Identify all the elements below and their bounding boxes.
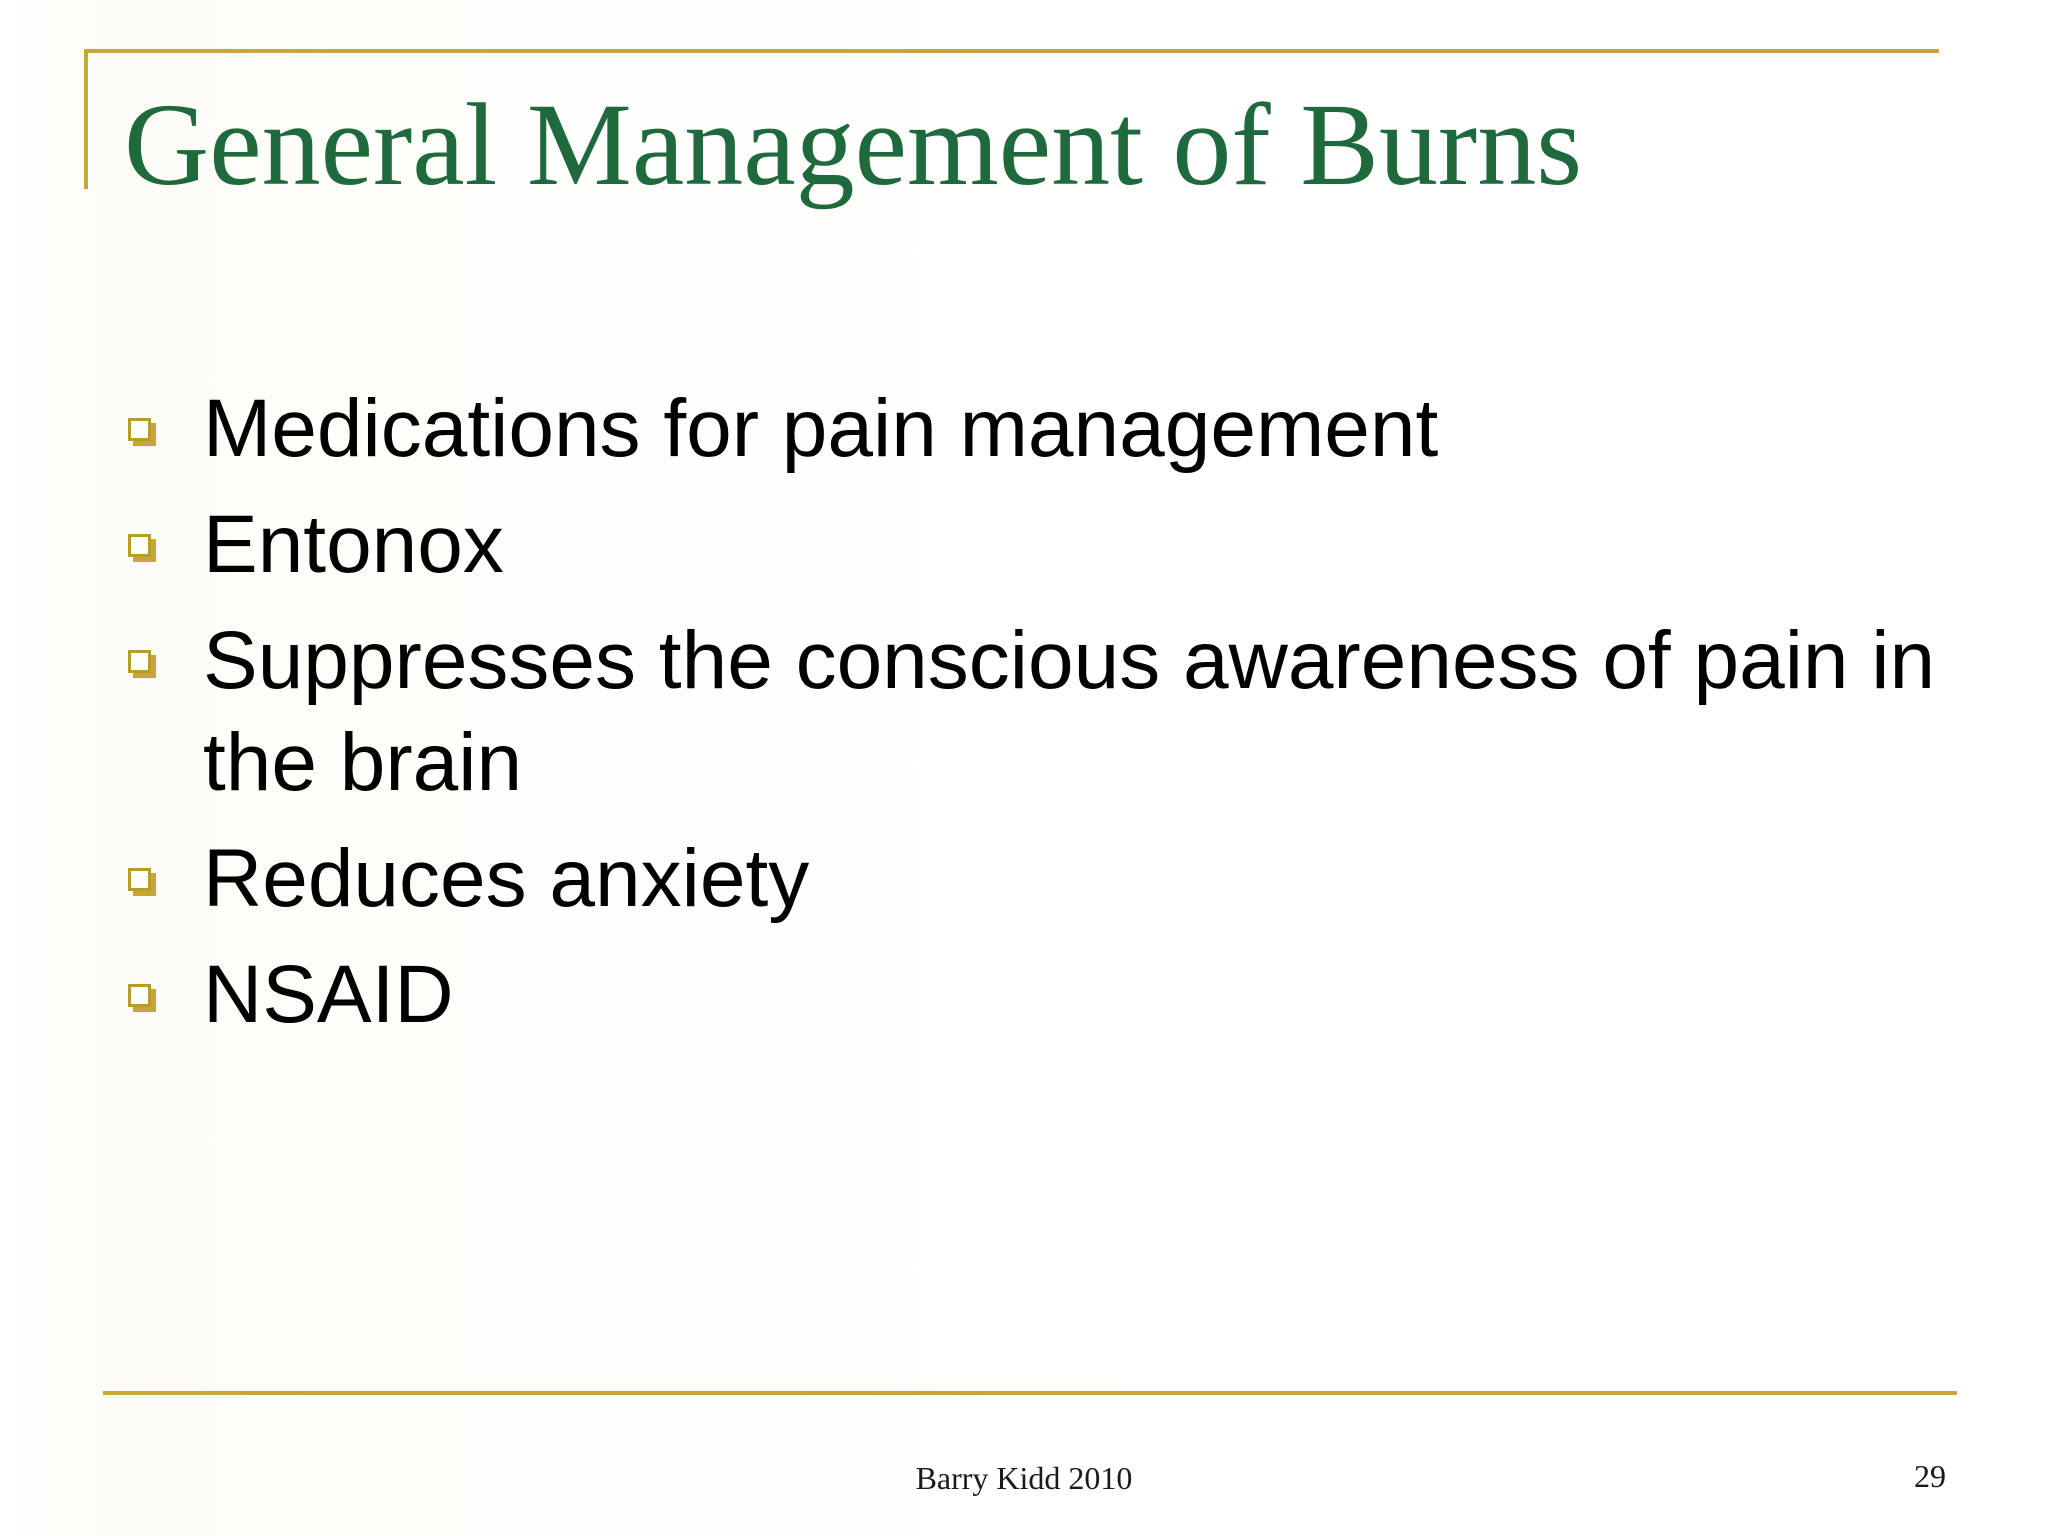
footer-text: Barry Kidd 2010 (915, 1460, 1133, 1496)
bullet-item (128, 494, 1958, 596)
bullet-item (128, 828, 1958, 930)
square-bullet-icon (128, 984, 156, 1012)
bullet-text: Medications for pain management (203, 383, 1439, 474)
bullet-item (128, 944, 1958, 1046)
frame-left-rule (84, 49, 88, 189)
slide-title: General Management of Burns (124, 79, 1583, 210)
bullet-text: Reduces anxiety (203, 833, 810, 924)
square-bullet-icon (128, 418, 156, 446)
bullet-item (128, 378, 1958, 480)
bullet-list (128, 378, 1958, 1060)
square-bullet-icon (128, 868, 156, 896)
bullet-text: Suppresses the conscious awareness of pain in the brain (203, 615, 1936, 808)
bullet-item (128, 610, 1958, 814)
square-bullet-icon (128, 650, 156, 678)
bullet-text: Entonox (203, 499, 504, 590)
square-bullet-icon (128, 534, 156, 562)
frame-top-rule (84, 49, 1939, 53)
page-number: 29 (1914, 1458, 1946, 1494)
bullet-text: NSAID (203, 949, 454, 1040)
footer-rule (103, 1391, 1957, 1395)
